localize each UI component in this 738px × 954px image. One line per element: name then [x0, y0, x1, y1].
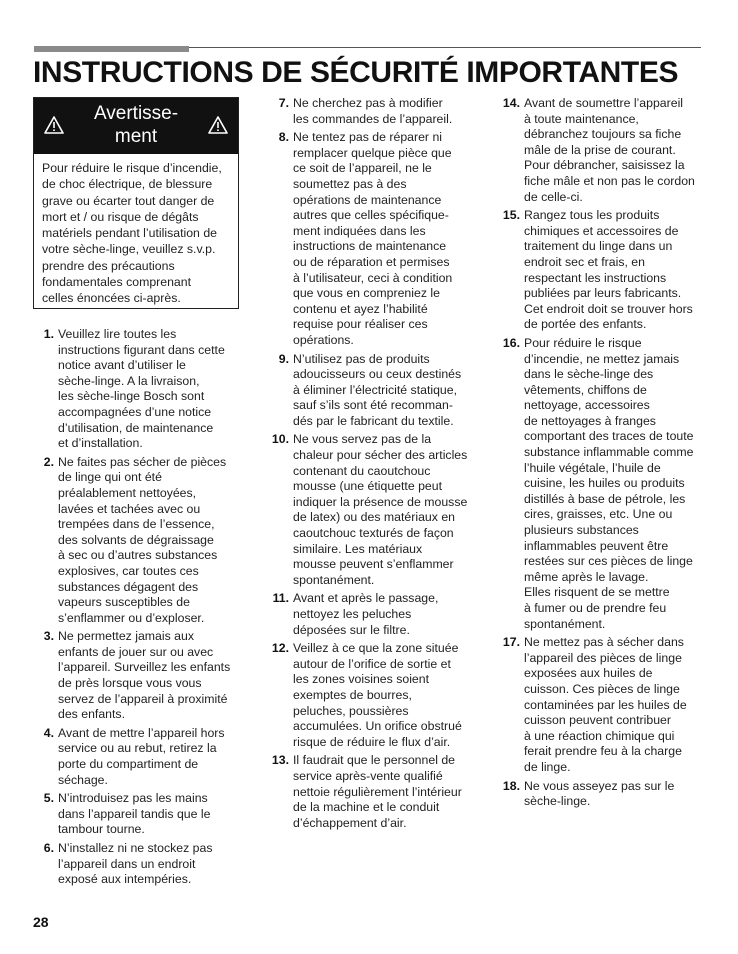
page-number: 28: [33, 914, 49, 930]
list-item: [268, 352, 475, 430]
column-3: [499, 96, 709, 813]
item-number: 7.: [278, 96, 289, 110]
item-text: Pour réduire le risque d’incendie, ne mettez jamais dans le sèche-linge des vêtements, chiffons de nettoyage, accessoires de nettoyages à franges comportant des traces de toute substance inflammable comme l’huile végétale, l’huile de cuisine, les huiles ou produits distillés à base de pétrole, les cires, graisses, etc. Une ou plusieurs substances inflammables peuvent être restées sur ces pièces de linge même après le lavage. Elles risquent de se mettre à fumer ou de prendre feu spontanément.: [524, 335, 694, 631]
warning-header: [34, 98, 238, 154]
item-number: 9.: [278, 351, 289, 366]
list-item: [33, 455, 243, 627]
warning-triangle-icon: [208, 116, 228, 134]
list-item: [268, 432, 475, 588]
item-number: 14.: [502, 96, 520, 110]
item-text: Ne vous asseyez pas sur le sèche-linge.: [524, 778, 675, 809]
item-number: 6.: [43, 841, 54, 855]
list-item: [33, 841, 243, 888]
list-item: [33, 327, 243, 452]
item-number: 15.: [502, 208, 520, 223]
warning-title: Avertisse- ment: [93, 103, 179, 147]
list-item: [268, 96, 475, 127]
item-number: 1.: [43, 327, 54, 341]
list-item: [268, 130, 475, 348]
item-text: Avant et après le passage, nettoyez les peluches déposées sur le filtre.: [293, 591, 439, 637]
item-number: 3.: [43, 629, 54, 644]
item-number: 18.: [502, 778, 520, 793]
item-number: 13.: [271, 753, 289, 768]
item-number: 16.: [502, 335, 520, 350]
list-item: [268, 641, 475, 750]
item-number: 17.: [502, 635, 520, 650]
list-item: [499, 96, 709, 205]
item-text: Ne vous servez pas de la chaleur pour sécher des articles contenant du caoutchouc mousse (une étiquette peut indiquer la présence de mousse de latex) ou des matériaux en caoutchouc texturés de façon similaire. Les matériaux mousse peuvent s’enflammer spontanément.: [293, 432, 468, 587]
item-text: Avant de mettre l’appareil hors service ou au rebut, retirez la porte du compartiment de séchage.: [58, 725, 225, 787]
item-number: 2.: [43, 454, 54, 469]
list-item: [33, 791, 243, 838]
list-item: [33, 726, 243, 788]
item-text: N’utilisez pas de produits adoucisseurs ou ceux destinés à éliminer l’électricité statique, sauf s’ils sont été recomman- dés par le fabricant du textile.: [293, 351, 462, 428]
item-text: Il faudrait que le personnel de service après-vente qualifié nettoie régulièrement l’intérieur de la machine et le conduit d’échappement d’air.: [293, 753, 462, 830]
item-text: N’introduisez pas les mains dans l’appareil tandis que le tambour tourne.: [58, 791, 211, 837]
item-number: 5.: [43, 791, 54, 806]
item-number: 8.: [278, 130, 289, 145]
list-item: [499, 336, 709, 632]
item-text: Avant de soumettre l’appareil à toute maintenance, débranchez toujours sa fiche mâle de la prise de courant. Pour débrancher, saisissez la fiche mâle et non pas le cordon de celle-ci.: [524, 96, 695, 204]
list-item: [499, 635, 709, 775]
item-number: 11.: [272, 591, 289, 606]
warning-triangle-icon: [44, 116, 64, 134]
list-item: [499, 208, 709, 333]
warning-text: Pour réduire le risque d’incendie, de choc électrique, de blessure grave ou écarter tout danger de mort et / ou risque de dégâts matériels pendant l’utilisation de votre sèche-linge, veuillez s.v.p. prendre des précautions fondamentales comprenant celles énoncées ci-après.: [42, 161, 222, 306]
list-item: [268, 591, 475, 638]
column-1: [33, 327, 243, 891]
item-text: Rangez tous les produits chimiques et accessoires de traitement du linge dans un endroit sec et frais, en respectant les instructions publiées par leurs fabricants. Cet endroit doit se trouver hors de portée des enfants.: [524, 208, 693, 332]
item-text: Ne cherchez pas à modifier les commandes de l’appareil.: [293, 96, 453, 126]
list-item: [268, 753, 475, 831]
item-text: N’installez ni ne stockez pas l’appareil dans un endroit exposé aux intempéries.: [58, 841, 213, 887]
list-item: [499, 779, 709, 810]
warning-box: [33, 97, 239, 309]
column-2: [268, 96, 475, 834]
item-text: Veillez à ce que la zone située autour de l’orifice de sortie et les zones voisines soient exemptes de bourres, peluches, poussières accumulées. Un orifice obstrué risque de réduire le flux d’air.: [293, 641, 462, 749]
item-text: Ne permettez jamais aux enfants de jouer sur ou avec l’appareil. Surveillez les enfants de près lorsque vous vous servez de l’appareil à proximité des enfants.: [58, 629, 231, 722]
item-text: Veuillez lire toutes les instructions figurant dans cette notice avant d’utiliser le sèche-linge. A la livraison, les sèche-linge Bosch sont accompagnées d’une notice d’utilisation, de maintenance et d’installation.: [58, 327, 225, 451]
list-item: [33, 629, 243, 723]
item-number: 4.: [43, 725, 54, 740]
header-accent-bar: [34, 46, 189, 52]
item-number: 12.: [271, 641, 289, 656]
page-title: INSTRUCTIONS DE SÉCURITÉ IMPORTANTES: [33, 56, 679, 89]
item-text: Ne faites pas sécher de pièces de linge qui ont été préalablement nettoyées, lavées et tachées avec ou trempées dans de l’essence, des solvants de dégraissage à sec ou d’autres substances explosives, car toutes ces substances dégagent des vapeurs susceptibles de s’enflammer ou d’exploser.: [58, 454, 227, 625]
item-text: Ne tentez pas de réparer ni remplacer quelque pièce que ce soit de l’appareil, ne le soumettez pas à des opérations de maintenance autres que celles spécifique- ment indiquées dans les instructions de maintenance ou de réparation et permises à l’utilisateur, ceci à condition que vous en compreniez le contenu et ayez l’habilité requise pour réaliser ces opérations.: [293, 130, 453, 347]
item-number: 10.: [271, 432, 289, 447]
item-text: Ne mettez pas à sécher dans l’appareil des pièces de linge exposées aux huiles de cuisson. Ces pièces de linge contaminées par les huiles de cuisson peuvent contribuer à une réaction chimique qui ferait prendre feu à la charge de linge.: [524, 635, 687, 774]
